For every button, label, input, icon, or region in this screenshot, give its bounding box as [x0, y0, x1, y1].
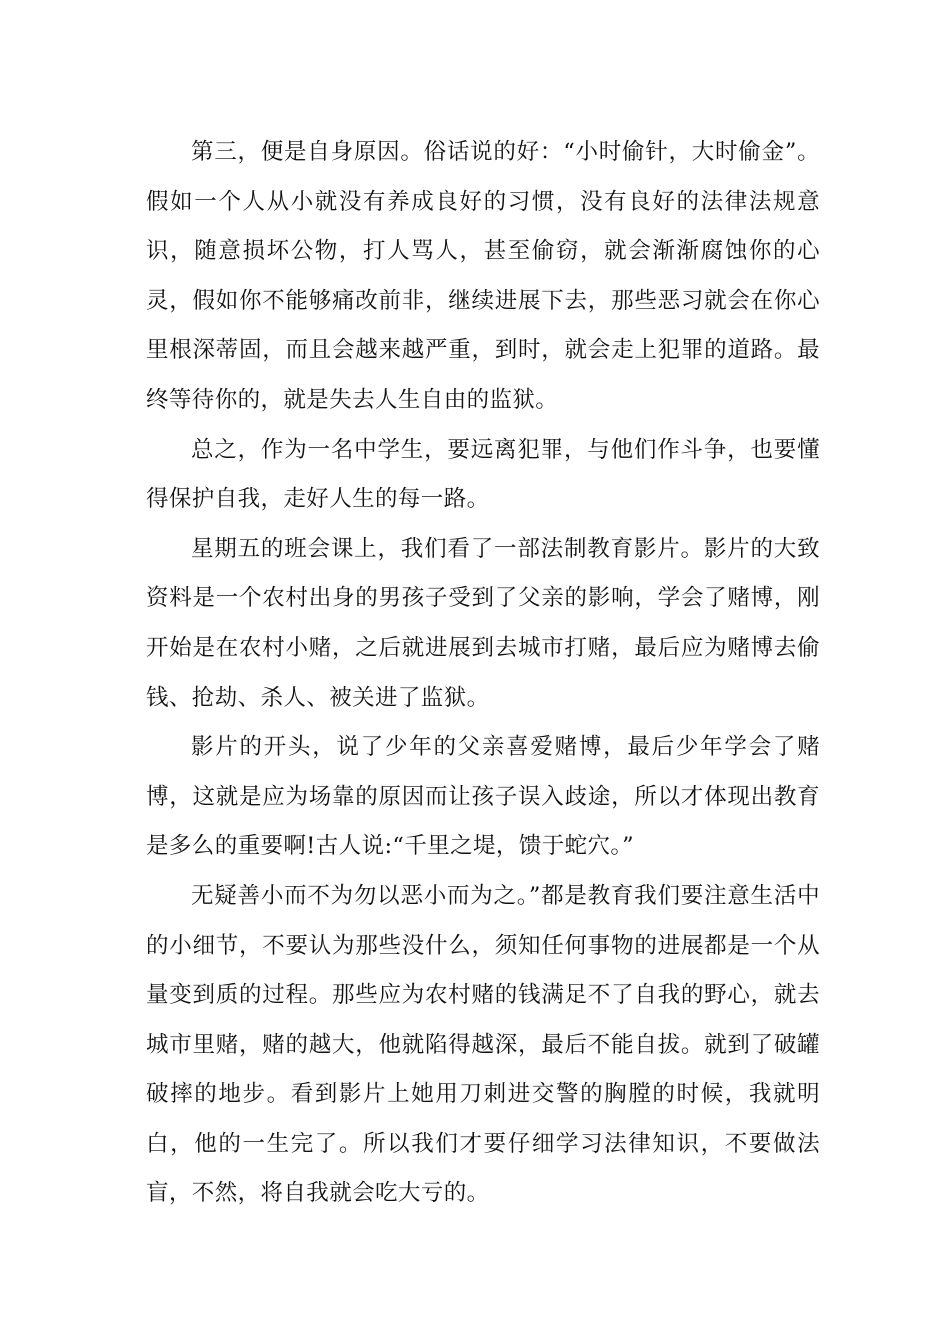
- paragraph: 星期五的班会课上，我们看了一部法制教育影片。影片的大致资料是一个农村出身的男孩子受到了父亲的影响，学会了赌博，刚开始是在农村小赌，之后就进展到去城市打赌，最后应为赌博去偷钱、抢劫、杀人、被关进了监狱。: [146, 535, 820, 711]
- paragraph: 影片的开头，说了少年的父亲喜爱赌博，最后少年学会了赌博，这就是应为场靠的原因而让孩子误入歧途，所以才体现出教育是多么的重要啊!古人说:“千里之堤，馈于蛇穴。”: [146, 734, 820, 860]
- paragraph: 第三，便是自身原因。俗话说的好：“小时偷针，大时偷金”。假如一个人从小就没有养成良好的习惯，没有良好的法律法规意识，随意损坏公物，打人骂人，甚至偷窃，就会渐渐腐蚀你的心灵，假如你不能够痛改前非，继续进展下去，那些恶习就会在你心里根深蒂固，而且会越来越严重，到时，就会走上犯罪的道路。最终等待你的，就是失去人生自由的监狱。: [146, 139, 820, 413]
- paragraph: 无疑善小而不为勿以恶小而为之。”都是教育我们要注意生活中的小细节，不要认为那些没什么，须知任何事物的进展都是一个从量变到质的过程。那些应为农村赌的钱满足不了自我的野心，就去城市里赌，赌的越大，他就陷得越深，最后不能自拔。就到了破罐破摔的地步。看到影片上她用刀刺进交警的胸膛的时候，我就明白，他的一生完了。所以我们才要仔细学习法律知识，不要做法盲，不然，将自我就会吃大亏的。: [146, 882, 820, 1207]
- paragraph: 总之，作为一名中学生，要远离犯罪，与他们作斗争，也要懂得保护自我，走好人生的每一路。: [146, 436, 820, 513]
